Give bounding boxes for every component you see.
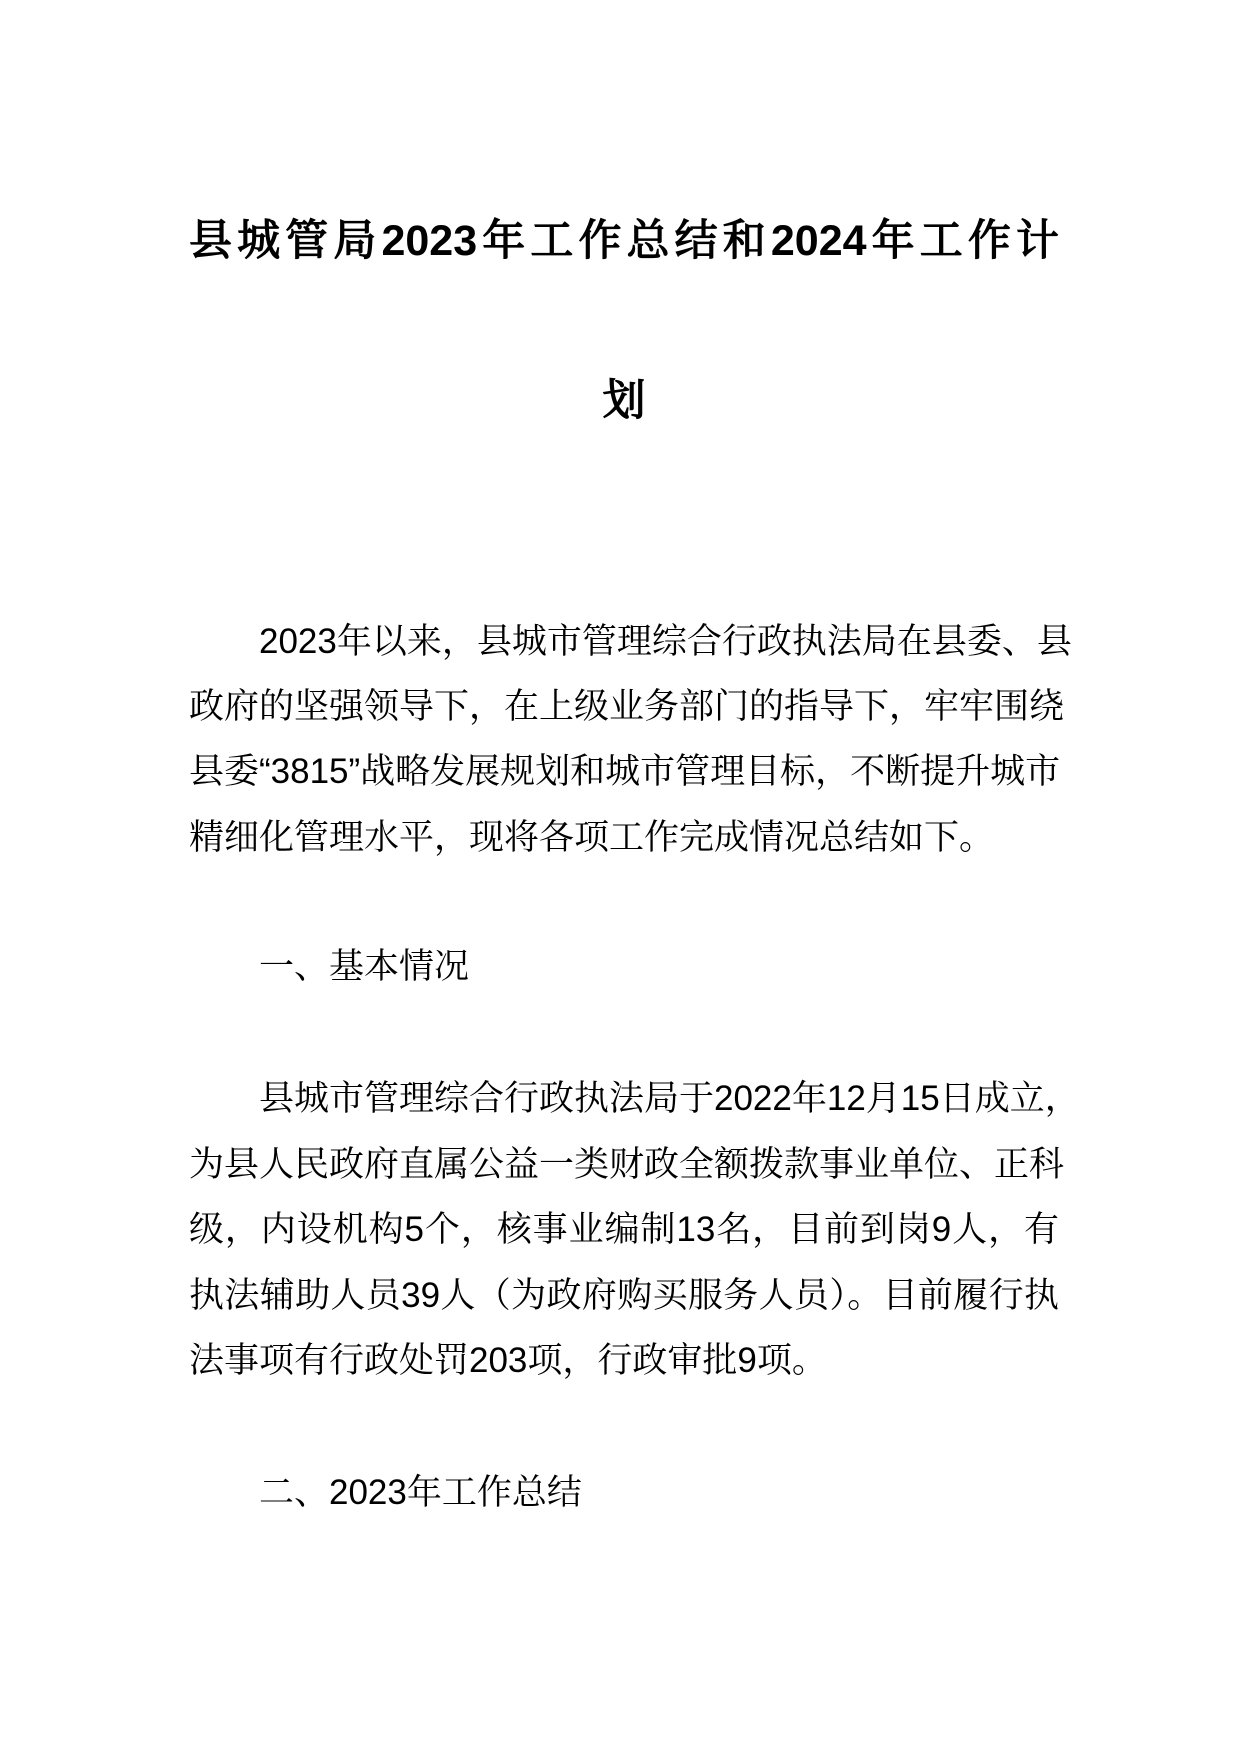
section1-line: 法事项有行政处罚203项，行政审批9项。 <box>189 1341 827 1380</box>
document-title-line-2: 划 <box>602 377 646 425</box>
document-title-line-1: 县城管局2023年工作总结和2024年工作计 <box>189 217 1059 265</box>
section1-line: 县城市管理综合行政执法局于2022年12月15日成立， <box>259 1079 1080 1118</box>
section1-line: 执法辅助人员39人（为政府购买服务人员）。目前履行执 <box>189 1276 1059 1315</box>
intro-line: 县委“3815”战略发展规划和城市管理目标，不断提升城市 <box>189 752 1061 791</box>
intro-line: 政府的坚强领导下，在上级业务部门的指导下，牢牢围绕 <box>189 687 1065 726</box>
intro-line: 精细化管理水平，现将各项工作完成情况总结如下。 <box>189 818 995 857</box>
section1-line: 级，内设机构5个，核事业编制13名，目前到岗9人，有 <box>189 1210 1059 1249</box>
section-heading-summary: 二、2023年工作总结 <box>259 1473 582 1512</box>
section-heading-basic: 一、基本情况 <box>259 947 470 986</box>
intro-line: 2023年以来，县城市管理综合行政执法局在县委、县 <box>259 622 1072 661</box>
section1-line: 为县人民政府直属公益一类财政全额拨款事业单位、正科 <box>189 1145 1065 1184</box>
